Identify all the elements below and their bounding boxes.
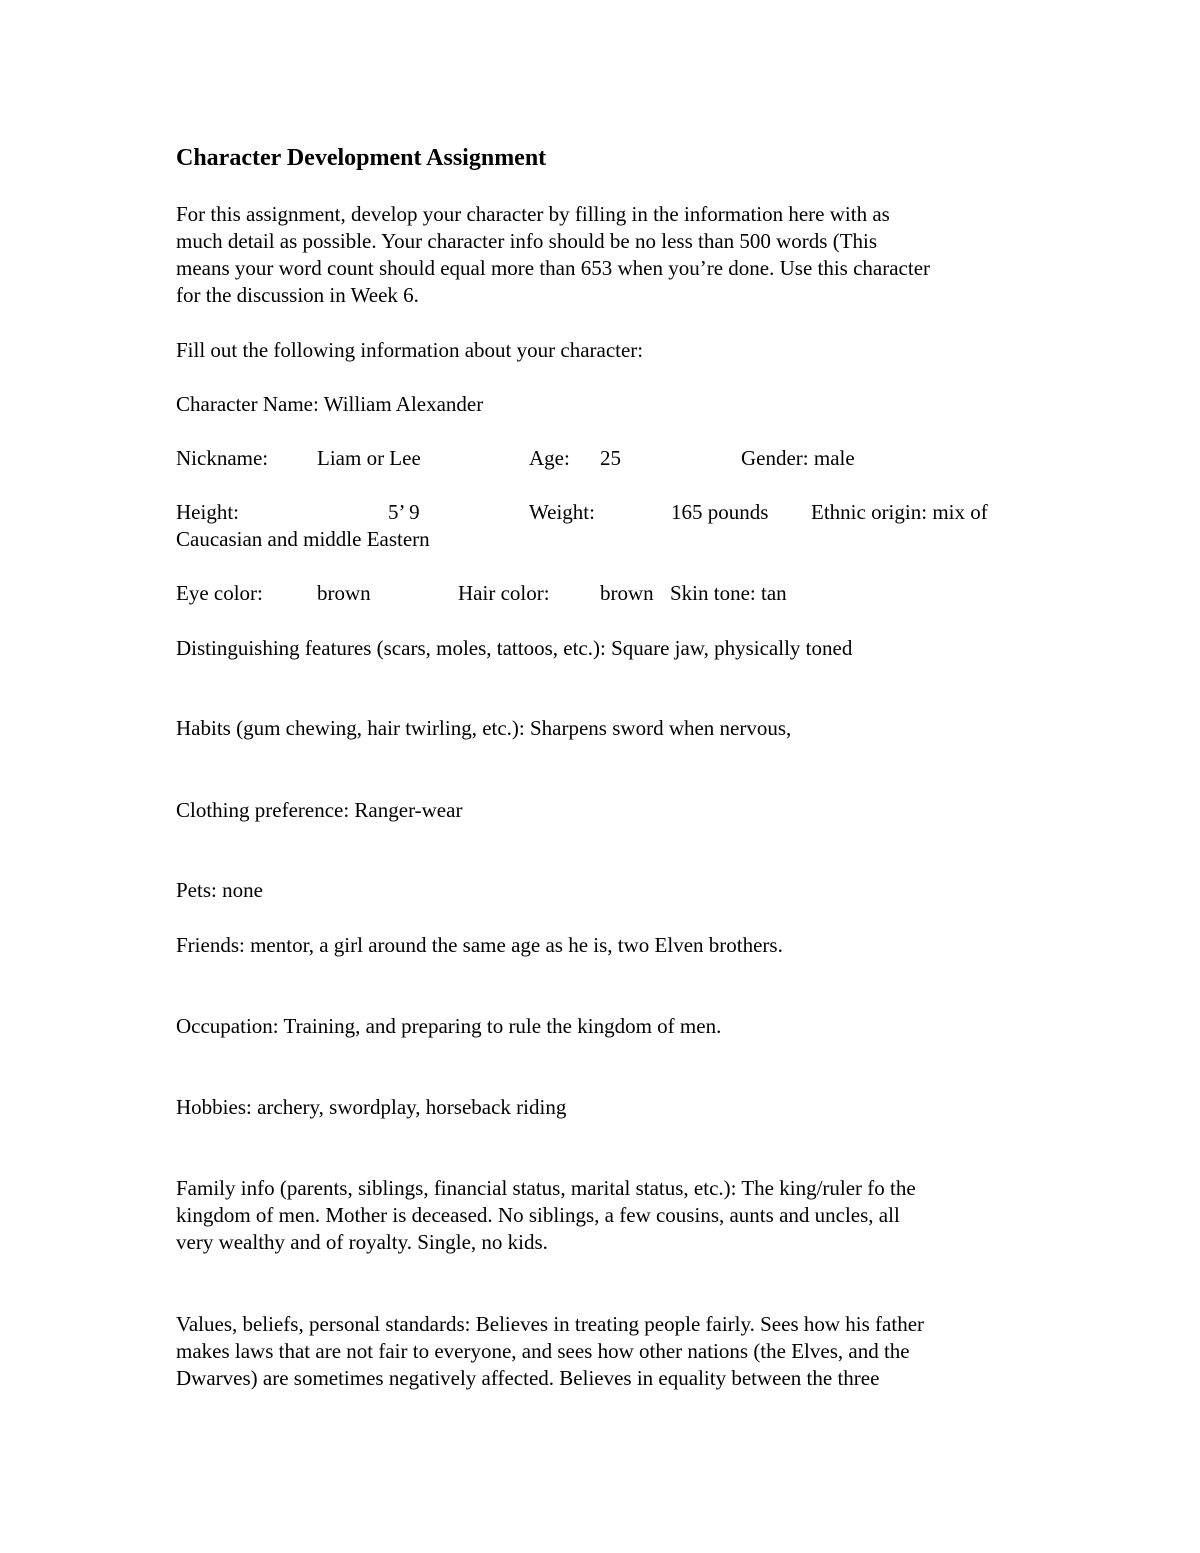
gender-field: Gender: male [741, 446, 855, 470]
values-line: makes laws that are not fair to everyone, and sees how other nations (the Elves, and the [176, 1339, 910, 1363]
nickname-age-gender-row [176, 445, 1036, 472]
character-name-field: Character Name: William Alexander [176, 392, 484, 416]
values-line: Dwarves) are sometimes negatively affected. Believes in equality between the three [176, 1366, 880, 1390]
nickname-value: Liam or Lee [317, 446, 421, 470]
hair-color-value: brown [600, 581, 654, 605]
intro-line: means your word count should equal more than 653 when you’re done. Use this character [176, 256, 931, 280]
eye-color-value: brown [317, 581, 371, 605]
intro-paragraph [176, 201, 1036, 309]
values-beliefs-paragraph [176, 1311, 1036, 1392]
intro-line: for the discussion in Week 6. [176, 283, 419, 307]
intro-line: much detail as possible. Your character info should be no less than 500 words (This [176, 229, 878, 253]
hobbies-field: Hobbies: archery, swordplay, horseback riding [176, 1095, 567, 1119]
hair-color-label: Hair color: [458, 581, 550, 605]
habits-field: Habits (gum chewing, hair twirling, etc.): Sharpens sword when nervous, [176, 716, 792, 740]
skin-tone-field: Skin tone: tan [670, 581, 787, 605]
height-weight-ethnic-row [176, 499, 1036, 526]
pets-field: Pets: none [176, 878, 263, 902]
clothing-preference-field: Clothing preference: Ranger-wear [176, 798, 463, 822]
eye-hair-skin-row [176, 580, 1036, 607]
height-label: Height: [176, 500, 239, 524]
ethnic-origin-continued: Caucasian and middle Eastern [176, 527, 430, 551]
family-info-line: Family info (parents, siblings, financial status, marital status, etc.): The king/ruler fo the [176, 1176, 916, 1200]
family-info-line: very wealthy and of royalty. Single, no kids. [176, 1230, 548, 1254]
values-line: Values, beliefs, personal standards: Believes in treating people fairly. Sees how his father [176, 1312, 925, 1336]
family-info-paragraph [176, 1175, 1036, 1256]
nickname-label: Nickname: [176, 446, 269, 470]
weight-value: 165 pounds [671, 500, 769, 524]
intro-line: For this assignment, develop your character by filling in the information here with as [176, 202, 890, 226]
instruction-text: Fill out the following information about your character: [176, 338, 644, 362]
document-title: Character Development Assignment [176, 145, 547, 171]
weight-label: Weight: [529, 500, 595, 524]
age-label: Age: [529, 446, 570, 470]
height-value: 5’ 9 [388, 500, 420, 524]
ethnic-origin-field: Ethnic origin: mix of [811, 500, 988, 524]
age-value: 25 [600, 446, 621, 470]
friends-field: Friends: mentor, a girl around the same age as he is, two Elven brothers. [176, 933, 783, 957]
distinguishing-features-field: Distinguishing features (scars, moles, tattoos, etc.): Square jaw, physically toned [176, 636, 853, 660]
family-info-line: kingdom of men. Mother is deceased. No siblings, a few cousins, aunts and uncles, all [176, 1203, 900, 1227]
eye-color-label: Eye color: [176, 581, 263, 605]
occupation-field: Occupation: Training, and preparing to rule the kingdom of men. [176, 1014, 722, 1038]
